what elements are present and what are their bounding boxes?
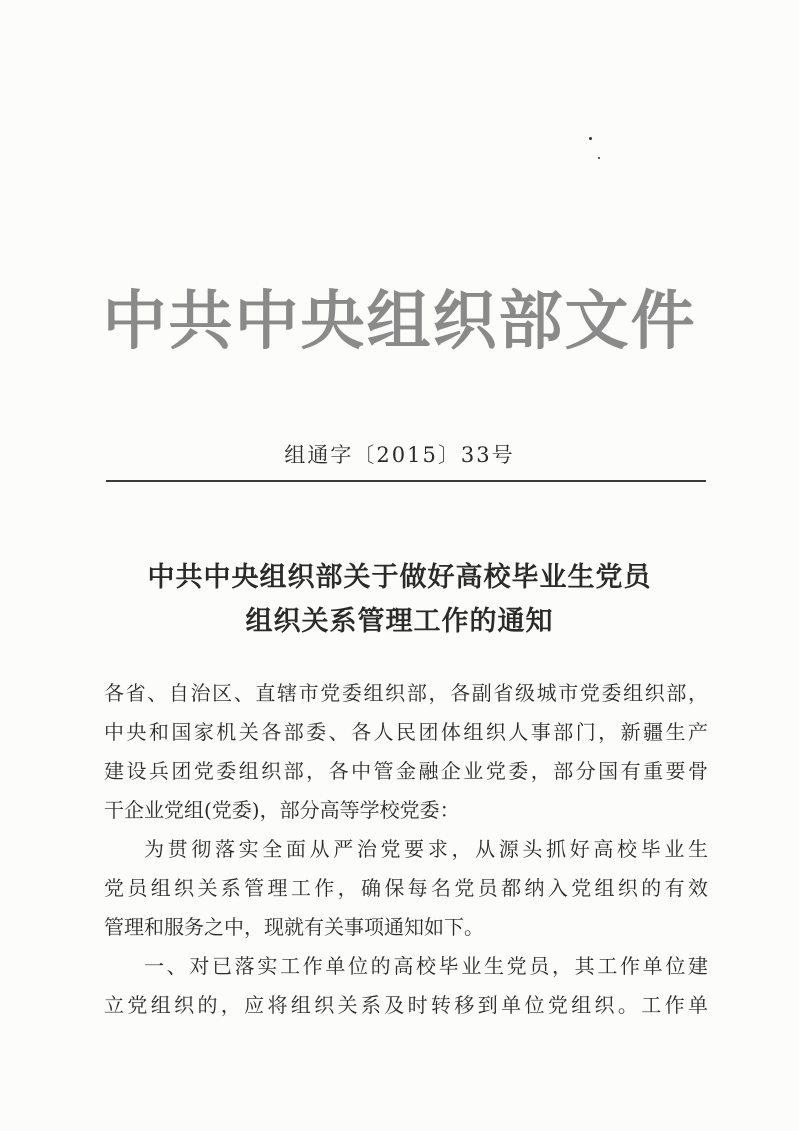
addressee-line: 建设兵团党委组织部，各中管金融企业党委，部分国有重要骨 [104, 759, 708, 783]
document-title [0, 556, 799, 644]
issuer-title: 中共中央组织部文件 [102, 284, 697, 359]
paragraph-1 [104, 830, 708, 947]
document-body [104, 674, 708, 1025]
title-line-1: 中共中央组织部关于做好高校毕业生党员 [147, 562, 652, 593]
paragraph-line: 党员组织关系管理工作，确保每名党员都纳入党组织的有效 [104, 876, 708, 900]
paragraph-line: 一、对已落实工作单位的高校毕业生党员，其工作单位建 [144, 954, 708, 978]
header-divider [106, 480, 706, 482]
addressee-line: 各省、自治区、直辖市党委组织部，各副省级城市党委组织部， [104, 681, 708, 705]
title-line-2: 组织关系管理工作的通知 [245, 606, 554, 637]
addressee-line: 干企业党组(党委)，部分高等学校党委： [104, 798, 460, 822]
paragraph-line: 为贯彻落实全面从严治党要求，从源头抓好高校毕业生 [144, 837, 708, 861]
paragraph-line: 管理和服务之中，现就有关事项通知如下。 [104, 915, 484, 939]
scan-speck [589, 137, 592, 140]
document-number: 组通字〔2015〕33号 [284, 443, 515, 467]
paragraph-2 [104, 947, 708, 1025]
addressees [104, 674, 708, 830]
scan-speck [598, 157, 600, 159]
addressee-line: 中央和国家机关各部委、各人民团体组织人事部门，新疆生产 [104, 720, 708, 744]
paragraph-line: 立党组织的，应将组织关系及时转移到单位党组织。工作单 [104, 993, 708, 1017]
